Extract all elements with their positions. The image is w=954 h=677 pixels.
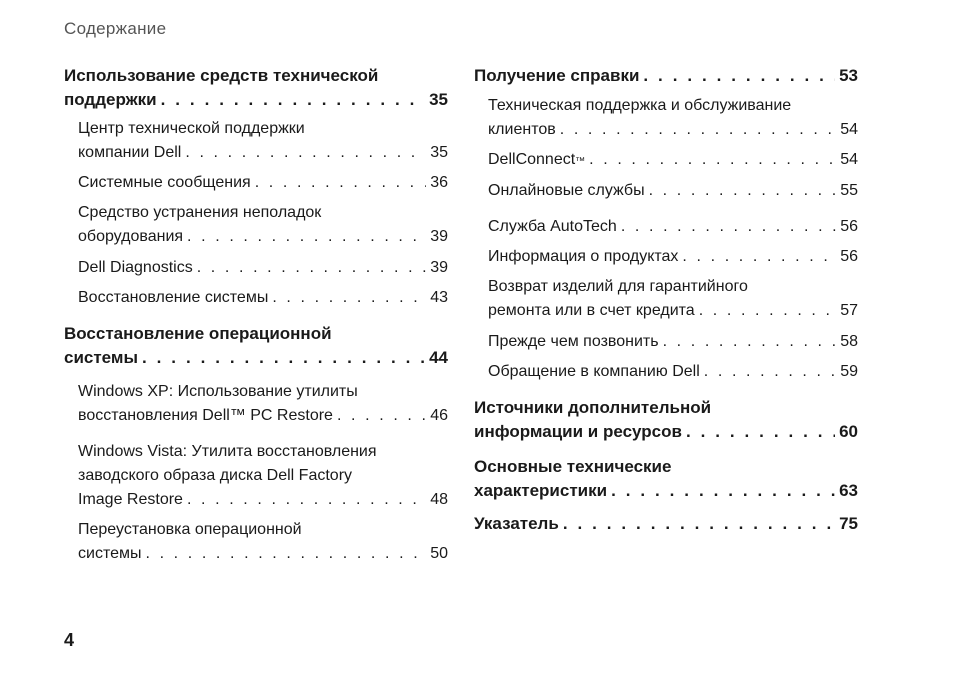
toc-entry[interactable] bbox=[474, 179, 858, 203]
dot-leader bbox=[686, 420, 835, 444]
toc-entry-title: Информация о продуктах bbox=[488, 248, 679, 265]
toc-page-number: 63 bbox=[839, 481, 858, 500]
dot-leader bbox=[643, 64, 835, 88]
toc-entry-title: информации и ресурсов bbox=[474, 422, 682, 441]
toc-page-number: 36 bbox=[430, 174, 448, 191]
toc-entry-title: клиентов bbox=[488, 121, 556, 138]
toc-heading[interactable] bbox=[474, 455, 858, 503]
dot-leader bbox=[682, 245, 836, 269]
toc-entry-line: заводского образа диска Dell Factory bbox=[78, 467, 353, 484]
toc-page-number: 39 bbox=[430, 228, 448, 245]
toc-entry-line: Windows XP: Использование утилиты bbox=[78, 383, 358, 400]
dot-leader bbox=[649, 179, 837, 203]
toc-page-number: 54 bbox=[840, 121, 858, 138]
toc-page-number: 44 bbox=[429, 348, 448, 367]
toc-entry[interactable]: DellConnect ™ . . . 54 bbox=[474, 148, 858, 172]
toc-entry-title: ремонта или в счет кредита bbox=[488, 302, 695, 319]
dot-leader bbox=[185, 141, 426, 165]
toc-entry-title: характеристики bbox=[474, 481, 608, 500]
dot-leader bbox=[142, 346, 425, 370]
dot-leader bbox=[589, 148, 836, 172]
toc-page-number: 75 bbox=[839, 514, 858, 533]
toc-entry-line: Восстановление операционной bbox=[64, 324, 332, 343]
toc-entry-line: Центр технической поддержки bbox=[78, 120, 305, 137]
dot-leader bbox=[145, 542, 426, 566]
toc-entry[interactable] bbox=[474, 275, 858, 323]
toc-page-number: 48 bbox=[430, 491, 448, 508]
toc-entry-title: Системные сообщения bbox=[78, 174, 251, 191]
toc-entry[interactable] bbox=[64, 117, 448, 165]
toc-entry-title: Image Restore bbox=[78, 491, 183, 508]
toc-entry-title: Обращение в компанию Dell bbox=[488, 363, 700, 380]
toc-page-number: 55 bbox=[840, 182, 858, 199]
toc-entry-title: оборудования bbox=[78, 228, 184, 245]
dot-leader bbox=[197, 256, 426, 280]
toc-heading[interactable] bbox=[474, 512, 858, 536]
toc-page-number: 35 bbox=[429, 90, 448, 109]
toc-entry-line: Возврат изделий для гарантийного bbox=[488, 278, 748, 295]
toc-page-number: 53 bbox=[839, 66, 858, 85]
toc-entry[interactable] bbox=[474, 215, 858, 239]
toc-page-number: 60 bbox=[839, 422, 858, 441]
toc-entry-line: Источники дополнительной bbox=[474, 398, 712, 417]
dot-leader bbox=[187, 225, 426, 249]
toc-entry-title: компании Dell bbox=[78, 144, 182, 161]
running-head: Содержание bbox=[64, 19, 167, 38]
dot-leader bbox=[699, 299, 837, 323]
toc-entry-title: Dell Diagnostics bbox=[78, 259, 193, 276]
toc-page-number: 56 bbox=[840, 248, 858, 265]
dot-leader bbox=[663, 330, 837, 354]
toc-page-number: 35 bbox=[430, 144, 448, 161]
toc-entry-line: Техническая поддержка и обслуживание bbox=[488, 97, 792, 114]
toc-entry-title: Указатель bbox=[474, 514, 559, 533]
toc-entry-title: системы bbox=[64, 348, 139, 367]
dot-leader bbox=[255, 171, 427, 195]
toc-entry-title: Получение справки bbox=[474, 66, 640, 85]
dot-leader bbox=[563, 512, 835, 536]
toc-heading[interactable] bbox=[64, 64, 448, 112]
toc-entry-line: Основные технические bbox=[474, 457, 672, 476]
toc-entry-title: Восстановление системы bbox=[78, 289, 269, 306]
toc-entry[interactable] bbox=[64, 256, 448, 280]
toc-entry-title: Служба AutoTech bbox=[488, 218, 617, 235]
toc-entry-title: восстановления Dell™ PC Restore bbox=[78, 407, 333, 424]
toc-page-number: 54 bbox=[840, 151, 858, 168]
dot-leader bbox=[161, 88, 425, 112]
toc-entry-title: Онлайновые службы bbox=[488, 182, 645, 199]
toc-page-number: 43 bbox=[430, 289, 448, 306]
toc-heading[interactable] bbox=[474, 64, 858, 88]
toc-page-number: 56 bbox=[840, 218, 858, 235]
toc-entry-line: Использование средств технической bbox=[64, 66, 379, 85]
toc-entry-title: Прежде чем позвонить bbox=[488, 333, 659, 350]
toc-entry-title: DellConnect bbox=[488, 151, 576, 168]
dot-leader bbox=[560, 118, 836, 142]
toc-entry[interactable] bbox=[64, 440, 448, 512]
dot-leader bbox=[621, 215, 836, 239]
toc-entry[interactable] bbox=[64, 201, 448, 249]
toc-entry-title: поддержки bbox=[64, 90, 157, 109]
toc-entry[interactable] bbox=[64, 518, 448, 566]
dot-leader bbox=[337, 404, 426, 428]
toc-entry[interactable] bbox=[64, 171, 448, 195]
toc-page-number: 39 bbox=[430, 259, 448, 276]
page-number: 4 bbox=[64, 630, 75, 650]
toc-heading[interactable] bbox=[64, 322, 448, 370]
dot-leader bbox=[272, 286, 426, 310]
toc-entry[interactable] bbox=[474, 360, 858, 384]
toc-entry[interactable] bbox=[64, 286, 448, 310]
toc-entry[interactable] bbox=[474, 245, 858, 269]
toc-page-number: 50 bbox=[430, 545, 448, 562]
toc-entry-title: системы bbox=[78, 545, 142, 562]
toc-page-number: 46 bbox=[430, 407, 448, 424]
toc-entry[interactable] bbox=[474, 330, 858, 354]
toc-entry-line: Переустановка операционной bbox=[78, 521, 302, 538]
toc-page-number: 59 bbox=[840, 363, 858, 380]
toc-entry-line: Windows Vista: Утилита восстановления bbox=[78, 443, 377, 460]
dot-leader bbox=[704, 360, 836, 384]
toc-page-number: 57 bbox=[840, 302, 858, 319]
dot-leader bbox=[187, 488, 426, 512]
dot-leader bbox=[611, 479, 835, 503]
toc-entry[interactable] bbox=[474, 94, 858, 142]
toc-page-number: 58 bbox=[840, 333, 858, 350]
toc-heading[interactable] bbox=[474, 396, 858, 444]
toc-entry-line: Средство устранения неполадок bbox=[78, 204, 322, 221]
toc-entry[interactable] bbox=[64, 380, 448, 428]
